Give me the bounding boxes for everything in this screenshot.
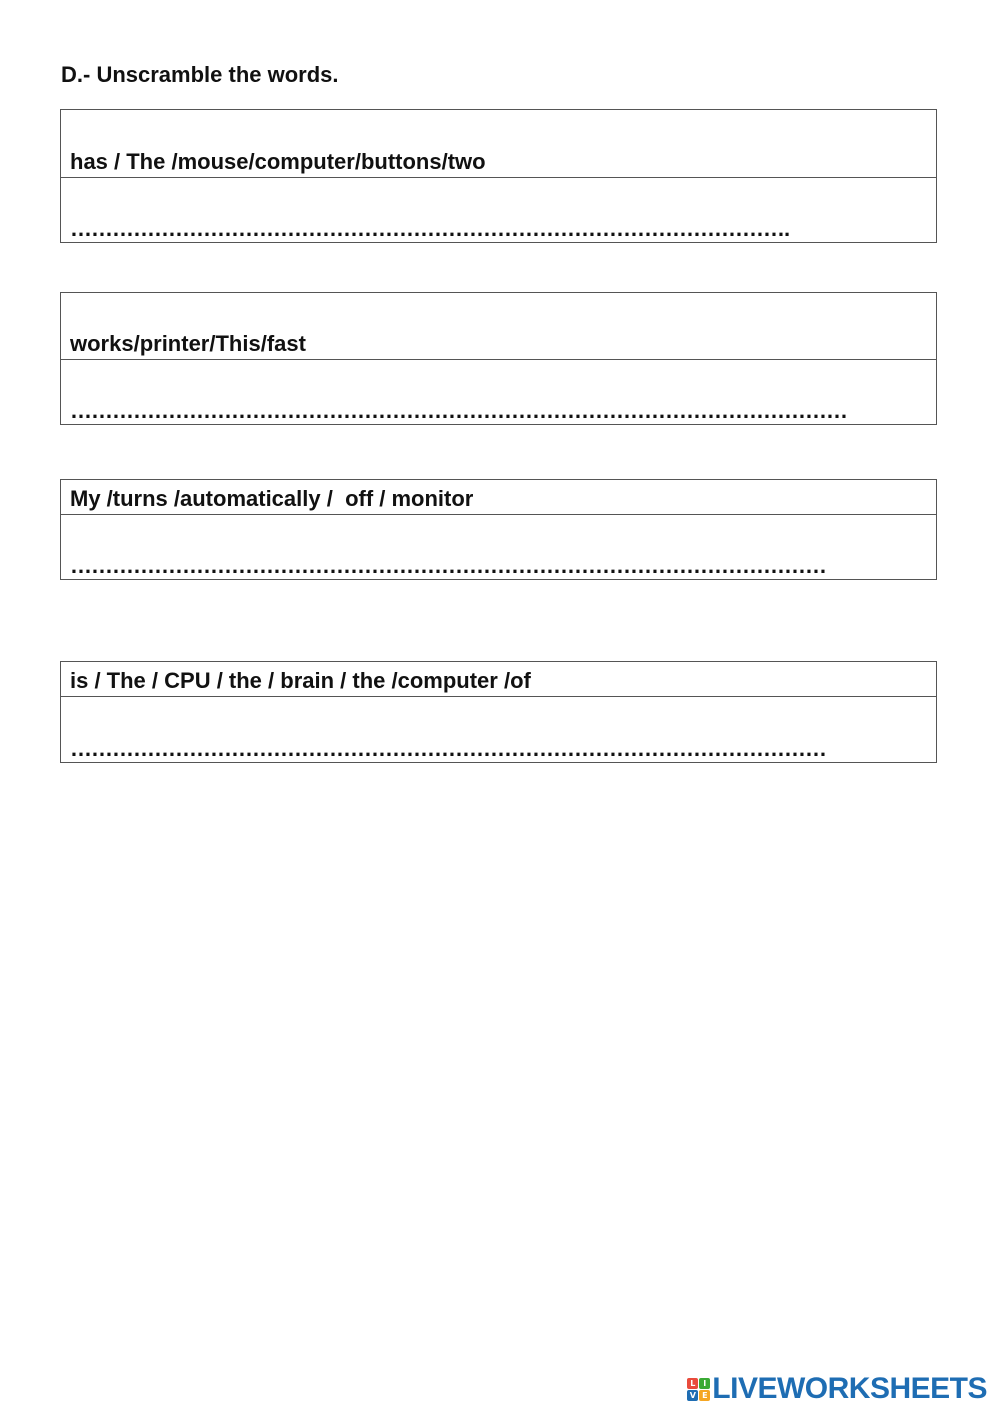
scrambled-prompt: is / The / CPU / the / brain / the /computer /of <box>70 668 531 693</box>
exercise-box <box>60 479 937 580</box>
exercise-box <box>60 109 937 243</box>
prompt-row <box>61 480 936 514</box>
prompt-row <box>61 110 936 177</box>
liveworksheets-logo-icon <box>687 1378 710 1401</box>
logo-tile: V <box>687 1390 698 1401</box>
answer-line[interactable]: …………………………………………………………………………………………. <box>70 216 790 241</box>
scrambled-prompt: My /turns /automatically / off / monitor <box>70 486 474 511</box>
liveworksheets-brand <box>687 1372 987 1406</box>
logo-tile: L <box>687 1378 698 1389</box>
answer-row[interactable] <box>61 177 936 242</box>
brand-name: LIVEWORKSHEETS <box>712 1372 987 1405</box>
prompt-row <box>61 662 936 696</box>
exercise-box <box>60 292 937 425</box>
answer-row[interactable] <box>61 514 936 579</box>
logo-tile: I <box>699 1378 710 1389</box>
prompt-row <box>61 293 936 359</box>
scrambled-prompt: works/printer/This/fast <box>70 331 306 356</box>
instruction-heading: D.- Unscramble the words. <box>61 62 339 87</box>
exercise-box <box>60 661 937 763</box>
answer-row[interactable] <box>61 359 936 424</box>
logo-tile: E <box>699 1390 710 1401</box>
scrambled-prompt: has / The /mouse/computer/buttons/two <box>70 149 486 174</box>
answer-line[interactable]: ……………………………………………………………………………………………… <box>70 553 826 578</box>
answer-row[interactable] <box>61 696 936 762</box>
answer-line[interactable]: ………………………………………………………………………………………………… <box>70 398 847 423</box>
answer-line[interactable]: ……………………………………………………………………………………………… <box>70 736 826 761</box>
